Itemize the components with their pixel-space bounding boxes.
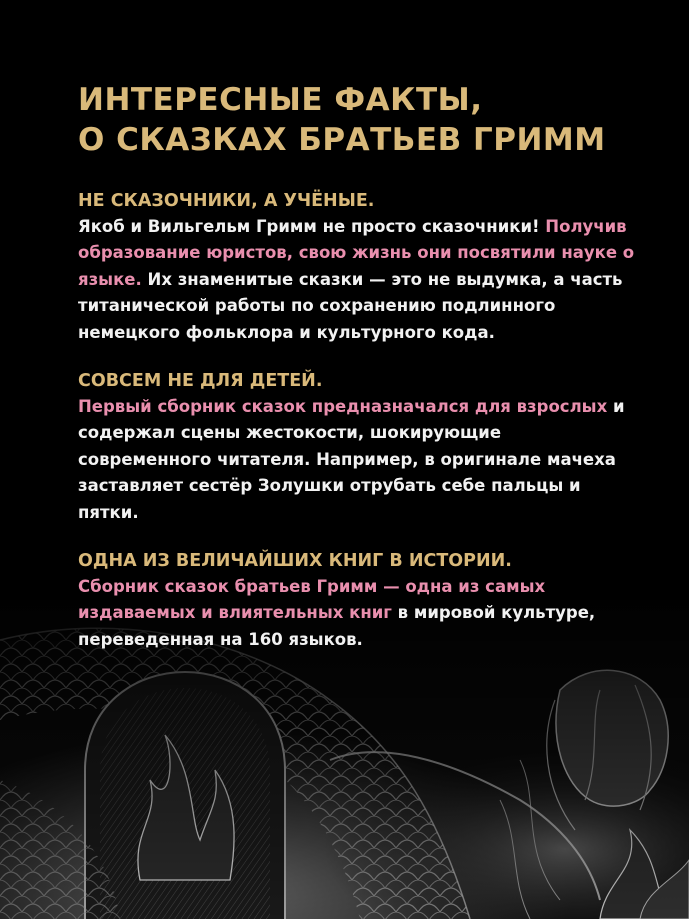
fact-body <box>78 574 638 653</box>
page-title <box>78 80 638 160</box>
fact-body-text: в мировой культуре, переведенная на 160 языков. <box>78 603 596 649</box>
title-line-2: О СКАЗКАХ БРАТЬЕВ ГРИММ <box>78 122 606 158</box>
fact-body-highlight: Сборник сказок братьев Гримм — одна из самых издаваемых и влиятельных книг <box>78 577 546 623</box>
title-line-1: ИНТЕРЕСНЫЕ ФАКТЫ, <box>78 82 483 118</box>
text-content <box>78 80 638 675</box>
fact-body-text: и содержал сцены жестокости, шокирующие современного читателя. Например, в оригинале мачеха заставляет сестёр Золушки отрубать себе пальцы и пятки. <box>78 397 625 522</box>
fact-body <box>78 394 638 526</box>
fact-block <box>78 368 638 526</box>
fact-block <box>78 548 638 653</box>
fact-body <box>78 214 638 346</box>
fact-body-text: Якоб и Вильгельм Гримм не просто сказочники! <box>78 217 546 236</box>
fact-heading: НЕ СКАЗОЧНИКИ, А УЧЁНЫЕ. <box>78 191 375 211</box>
fact-body-highlight: Получив образование юристов, свою жизнь они посвятили науке о языке. <box>78 217 635 289</box>
fact-body-text: Их знаменитые сказки — это не выдумка, а часть титанической работы по сохранению подлинного немецкого фольклора и культурного кода. <box>78 269 623 342</box>
fact-body-highlight: Первый сборник сказок предназначался для взрослых <box>78 397 608 417</box>
fact-heading: СОВСЕМ НЕ ДЛЯ ДЕТЕЙ. <box>78 371 323 392</box>
fact-heading: ОДНА ИЗ ВЕЛИЧАЙШИХ КНИГ В ИСТОРИИ. <box>78 551 512 572</box>
fact-block <box>78 188 638 346</box>
